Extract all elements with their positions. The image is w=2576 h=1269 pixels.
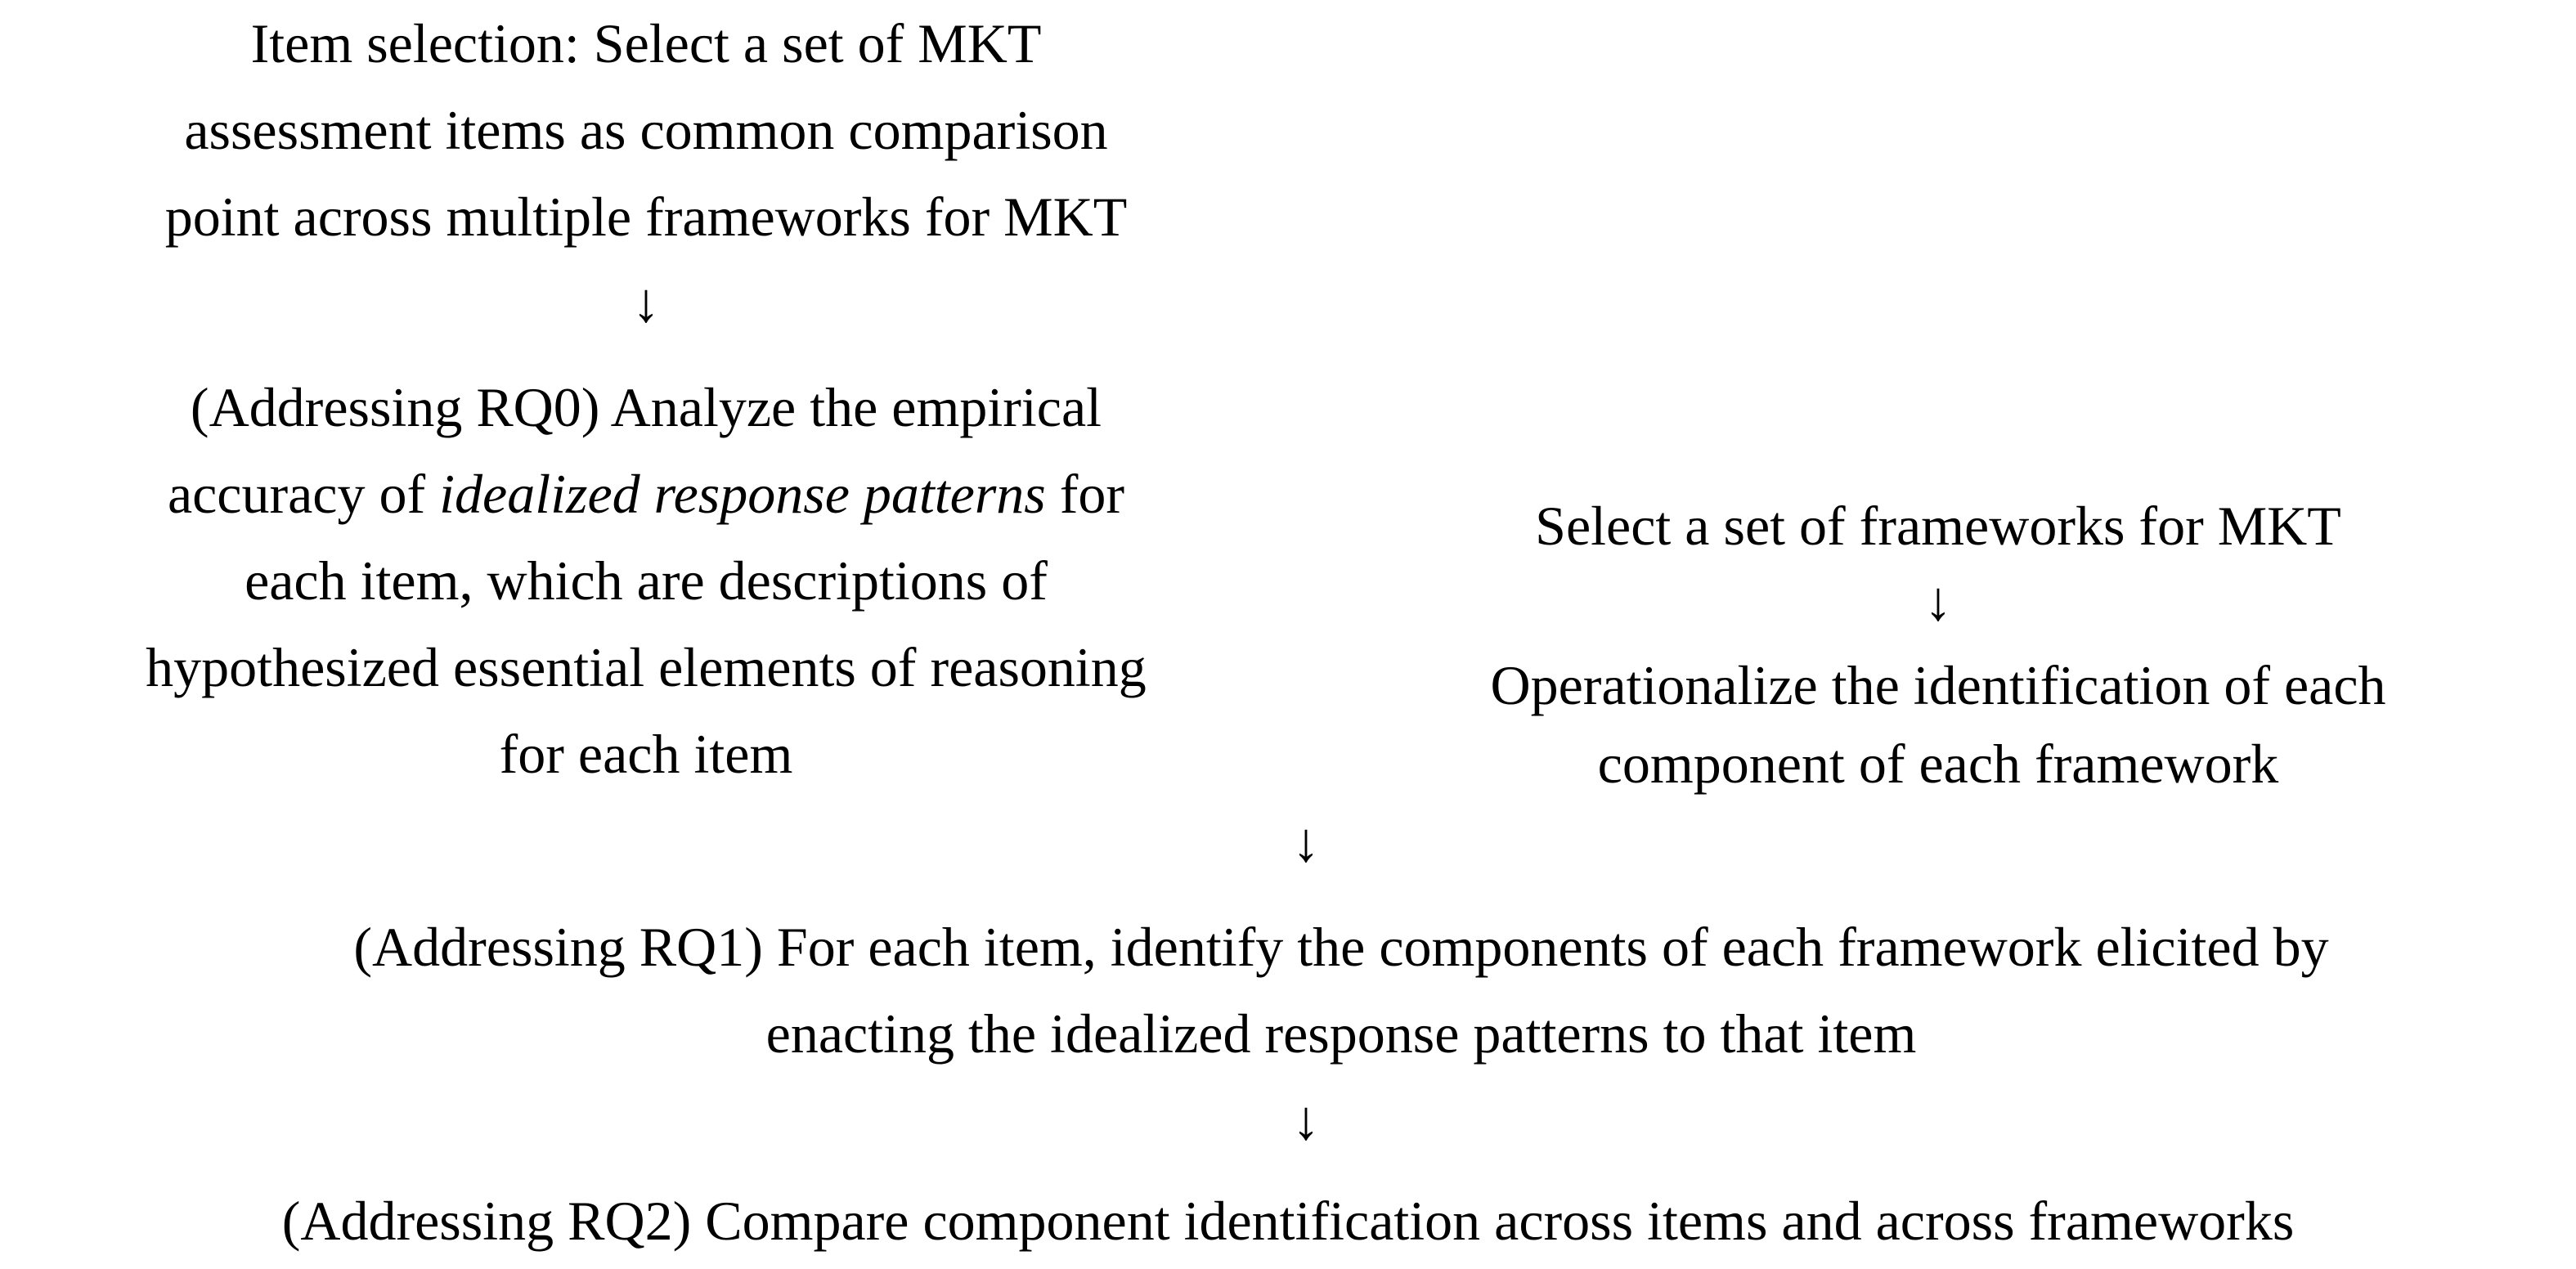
rq2-line: (Addressing RQ2) Compare component identification across items and across frameworks xyxy=(281,1190,2295,1252)
select-frameworks-line: Select a set of frameworks for MKT xyxy=(1535,495,2341,557)
rq0-line-5: for each item xyxy=(499,723,793,785)
down-arrow-icon: ↓ xyxy=(1292,1089,1320,1151)
rq0-line-2-end: for xyxy=(1045,463,1125,525)
operationalize-line-2: component of each framework xyxy=(1597,733,2279,795)
select-frameworks-step xyxy=(1358,482,2519,569)
rq1-step xyxy=(147,904,2535,1077)
operationalize-line-1: Operationalize the identification of each xyxy=(1490,654,2386,716)
item-selection-line-2: assessment items as common comparison xyxy=(184,99,1108,161)
rq0-line-1: (Addressing RQ0) Analyze the empirical xyxy=(190,376,1102,438)
operationalize-step xyxy=(1358,646,2519,803)
rq0-line-4: hypothesized essential elements of reasoning xyxy=(146,636,1147,698)
rq1-line-1: (Addressing RQ1) For each item, identify the components of each framework elicited by xyxy=(353,916,2329,978)
idealized-response-patterns-term: idealized response patterns xyxy=(439,463,1046,525)
item-selection-step xyxy=(33,0,1259,260)
item-selection-line-3: point across multiple frameworks for MKT xyxy=(164,186,1128,248)
item-selection-line-1: Item selection: Select a set of MKT xyxy=(250,12,1042,74)
rq0-line-2 xyxy=(33,451,1259,537)
rq0-line-2-start: accuracy of xyxy=(167,463,440,525)
down-arrow-icon: ↓ xyxy=(1292,811,1320,873)
down-arrow-icon: ↓ xyxy=(632,271,660,334)
rq1-line-2: enacting the idealized response patterns to that item xyxy=(765,1002,1917,1065)
down-arrow-icon: ↓ xyxy=(1924,570,1952,632)
rq0-step xyxy=(33,364,1259,797)
rq0-line-3: each item, which are descriptions of xyxy=(245,549,1048,612)
rq2-step xyxy=(49,1177,2527,1264)
